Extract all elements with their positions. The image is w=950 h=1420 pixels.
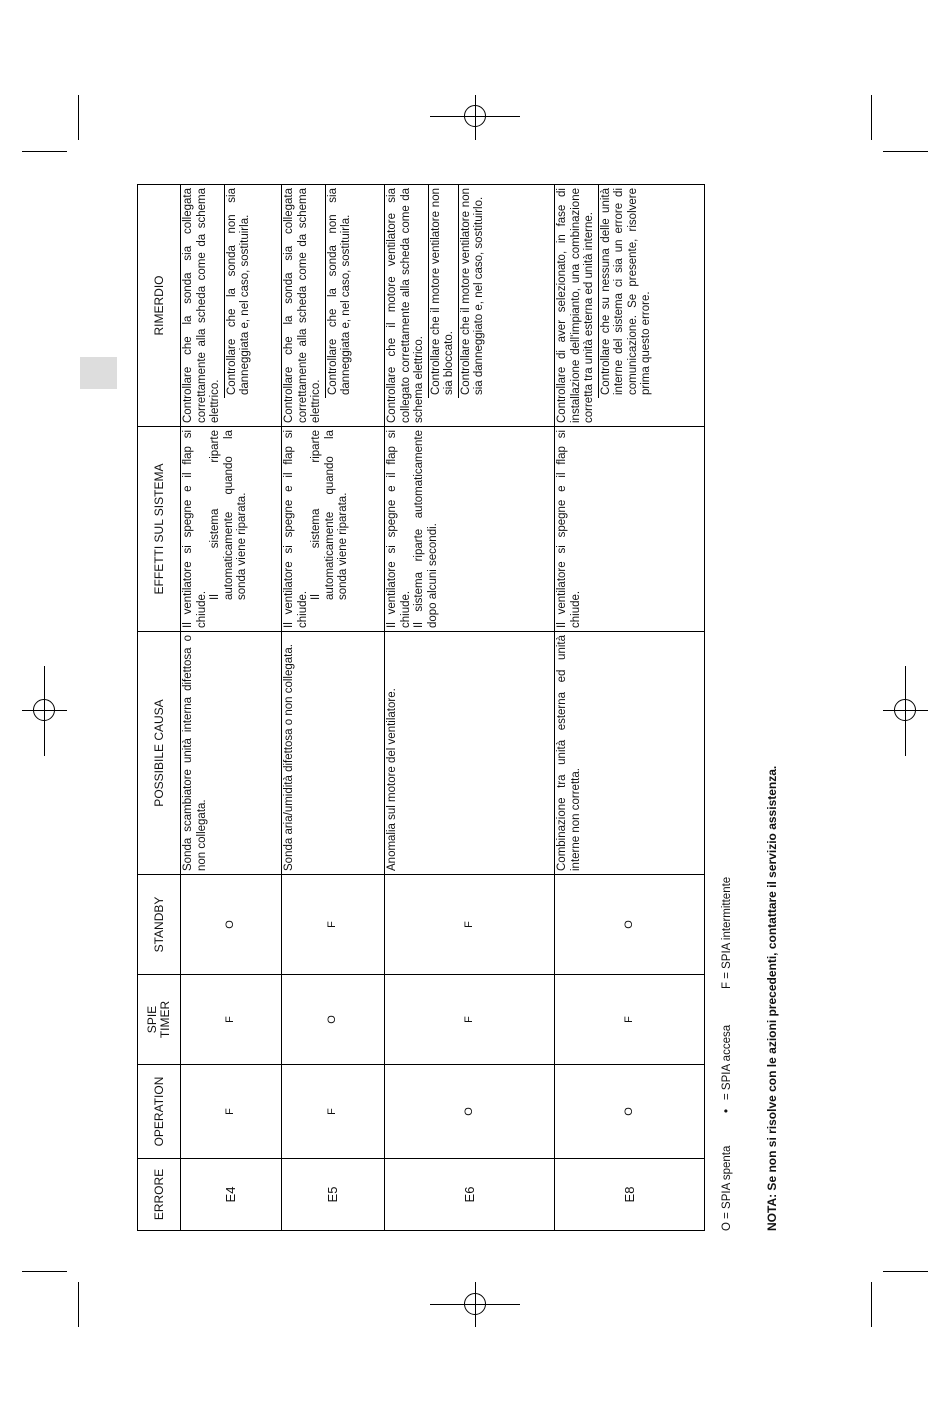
led-legend — [718, 871, 740, 1231]
table-row — [181, 185, 282, 1231]
error-table — [137, 184, 705, 1231]
remedy-text: Controllare che la sonda sia collegata correttamente alla scheda come da schema elettrico. — [283, 188, 322, 423]
header-effetti: EFFETTI SUL SISTEMA — [138, 427, 181, 632]
table-row — [555, 185, 705, 1231]
possible-cause: Anomalia sul motore del ventilatore. — [385, 632, 555, 875]
remedy-text: Controllare che su nessuna delle unità interne del sistema ci sia un errore di comunicazione. Se presente, risolvere prima questo errore. — [598, 185, 655, 398]
effect-text: Il ventilatore si spegne e il flap si chiude. — [182, 430, 208, 628]
legend-on: = SPIA accesa — [721, 1024, 733, 1100]
crop-mark — [871, 1282, 872, 1327]
system-effects — [282, 427, 385, 632]
crop-mark — [78, 1282, 79, 1327]
effect-text: Il sistema riparte automaticamente quando la sonda viene riparata. — [209, 430, 248, 600]
possible-cause: Sonda scambiatore unità interna difettosa o non collegata. — [181, 632, 282, 875]
header-causa: POSSIBILE CAUSA — [138, 632, 181, 875]
remedy-text: Controllare che la sonda non sia danneggiata e, nel caso, sostituirla. — [325, 185, 355, 398]
table-row — [282, 185, 385, 1231]
header-spie-timer — [138, 975, 181, 1065]
legend-off: O = SPIA spenta — [721, 1145, 733, 1231]
crop-mark — [871, 95, 872, 140]
effect-text: Il ventilatore si spegne e il flap si chiude. — [556, 430, 582, 628]
remedy-text: Controllare che la sonda sia collegata correttamente alla scheda come da schema elettrico. — [182, 188, 221, 423]
registration-circle — [894, 699, 916, 721]
effect-text: Il sistema riparte automaticamente quando la sonda viene riparata. — [310, 430, 349, 600]
header-standby: STANDBY — [138, 875, 181, 975]
error-code: E8 — [555, 1159, 705, 1231]
crop-mark — [883, 151, 928, 152]
remedy-text: Controllare che il motore ventilatore non sia bloccato. — [428, 185, 458, 398]
led-operation: O — [555, 1065, 705, 1159]
table-header-row — [138, 185, 181, 1231]
registration-circle — [33, 699, 55, 721]
error-table-page — [137, 185, 705, 1231]
table-row — [385, 185, 555, 1231]
led-operation: F — [181, 1065, 282, 1159]
led-standby: F — [385, 875, 555, 975]
remedy — [385, 185, 555, 427]
remedy-text: Controllare di aver selezionato, in fase di installazione dell'impianto, una combinazione corretta tra unità esterna ed unità interne. — [556, 188, 595, 423]
led-standby: F — [282, 875, 385, 975]
crop-mark — [78, 95, 79, 140]
system-effects — [385, 427, 555, 632]
system-effects — [555, 427, 705, 632]
led-standby: O — [555, 875, 705, 975]
effect-text: Il ventilatore si spegne e il flap si chiude. — [283, 430, 309, 628]
page-tab-marker — [80, 357, 117, 389]
remedy-text: Controllare che il motore ventilatore sia collegato correttamente alla scheda come da schema elettrico. — [386, 188, 425, 423]
registration-circle — [464, 105, 486, 127]
led-timer: F — [181, 975, 282, 1065]
led-timer: O — [282, 975, 385, 1065]
remedy-text: Controllare che il motore ventilatore non sia danneggiato e, nel caso, sostituirlo. — [458, 185, 488, 398]
remedy — [555, 185, 705, 427]
effect-text: Il ventilatore si spegne e il flap si chiude. — [386, 430, 412, 628]
error-code: E4 — [181, 1159, 282, 1231]
header-rimedio: RIMERDIO — [138, 185, 181, 427]
system-effects — [181, 427, 282, 632]
registration-circle — [464, 1293, 486, 1315]
error-code: E5 — [282, 1159, 385, 1231]
crop-mark — [883, 1271, 928, 1272]
possible-cause: Sonda aria/umidità difettosa o non collegata. — [282, 632, 385, 875]
remedy — [181, 185, 282, 427]
led-timer: F — [385, 975, 555, 1065]
led-timer: F — [555, 975, 705, 1065]
remedy — [282, 185, 385, 427]
effect-text: Il sistema riparte automaticamente dopo alcuni secondi. — [413, 430, 439, 628]
header-operation: OPERATION — [138, 1065, 181, 1159]
legend-on-symbol: • — [721, 1108, 733, 1113]
legend-blink: F = SPIA intermittente — [721, 876, 733, 989]
header-errore: ERRORE — [138, 1159, 181, 1231]
possible-cause: Combinazione tra unità esterna ed unità interne non corretta. — [555, 632, 705, 875]
header-spie: SPIE — [145, 1005, 159, 1034]
header-timer: TIMER — [158, 1000, 172, 1039]
led-standby: O — [181, 875, 282, 975]
nota: NOTA: Se non si risolve con le azioni precedenti, contattare il servizio assistenza. — [765, 765, 779, 1231]
led-operation: F — [282, 1065, 385, 1159]
crop-mark — [22, 1271, 67, 1272]
remedy-text: Controllare che la sonda non sia danneggiata e, nel caso, sostituirla. — [224, 185, 254, 398]
error-code: E6 — [385, 1159, 555, 1231]
crop-mark — [22, 151, 67, 152]
led-operation: O — [385, 1065, 555, 1159]
